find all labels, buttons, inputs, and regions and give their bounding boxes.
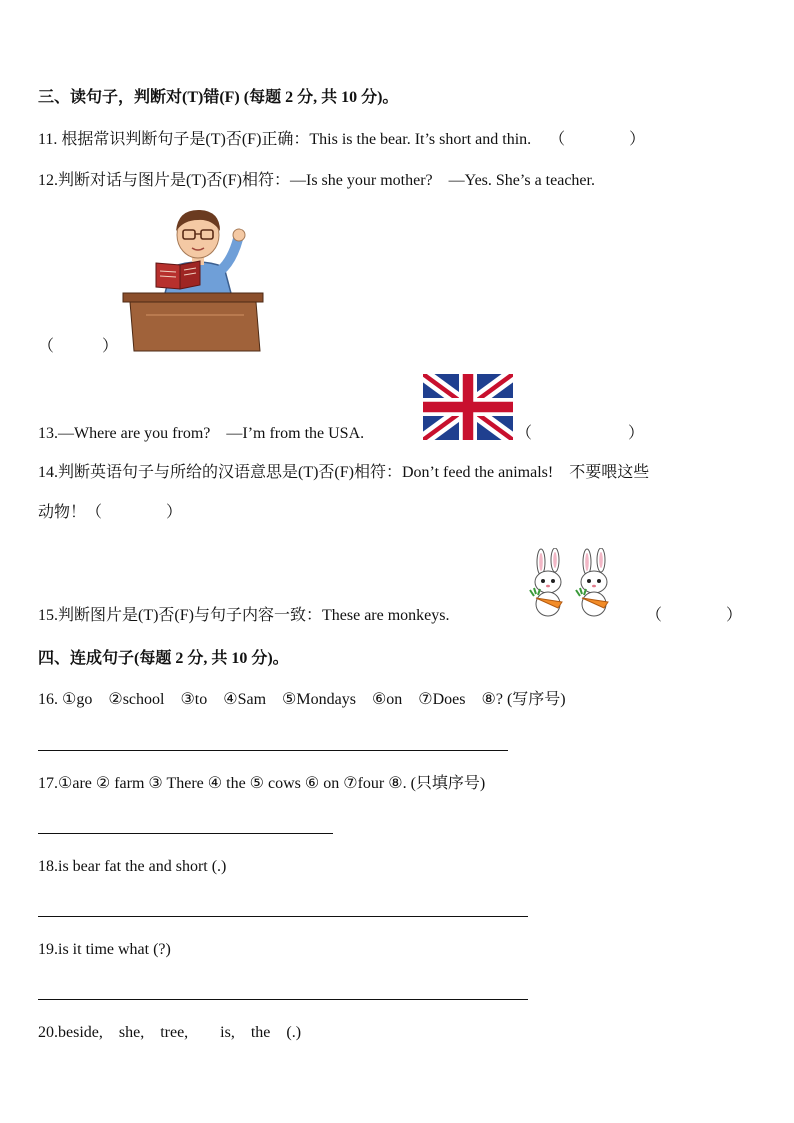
question-13-text: 13.—Where are you from? —I’m from the USA. (38, 425, 365, 442)
rabbits-icon (528, 548, 622, 618)
question-17: 17.①are ② farm ③ There ④ the ⑤ cows ⑥ on ⑦four ⑧. (只填序号) (38, 775, 486, 792)
union-jack-flag-icon (423, 374, 513, 440)
rabbit-right (576, 548, 608, 616)
question-11-text: 11. 根据常识判断句子是(T)否(F)正确：This is the bear. It’s short and thin. (38, 131, 532, 148)
question-13 (38, 424, 364, 444)
question-12: 12.判断对话与图片是(T)否(F)相符：—Is she your mother? —Yes. She’s a teacher. (38, 172, 595, 189)
teacher-icon (120, 205, 266, 355)
question-19-answer-line[interactable] (38, 999, 528, 1000)
question-16: 16. ①go ②school ③to ④Sam ⑤Mondays ⑥on ⑦Does ⑧? (写序号) (38, 691, 566, 708)
section-4-heading: 四、连成句子(每题 2 分, 共 10 分)。 (38, 650, 289, 667)
question-11-answer-bracket[interactable]: （ ） (549, 131, 646, 148)
question-19: 19.is it time what (?) (38, 941, 171, 958)
question-16-answer-line[interactable] (38, 750, 508, 751)
question-17-answer-line[interactable] (38, 833, 333, 834)
question-12-answer-bracket[interactable]: （ ） (38, 338, 119, 355)
question-18: 18.is bear fat the and short (.) (38, 858, 227, 875)
question-15-answer-bracket[interactable]: （ ） (646, 607, 743, 624)
question-11 (38, 130, 645, 150)
question-14-line-1: 14.判断英语句子与所给的汉语意思是(T)否(F)相符：Don’t feed the animals! 不要喂这些 (38, 464, 650, 481)
question-13-answer-bracket[interactable]: （ ） (516, 425, 645, 442)
question-18-answer-line[interactable] (38, 916, 528, 917)
question-15: 15.判断图片是(T)否(F)与句子内容一致：These are monkeys. (38, 607, 450, 624)
question-20: 20.beside, she, tree, is, the (.) (38, 1024, 302, 1041)
rabbit-left (530, 548, 562, 616)
section-3-heading: 三、读句子，判断对(T)错(F) (每题 2 分, 共 10 分)。 (38, 89, 399, 106)
question-14-line-2: 动物！（ ） (38, 504, 183, 521)
